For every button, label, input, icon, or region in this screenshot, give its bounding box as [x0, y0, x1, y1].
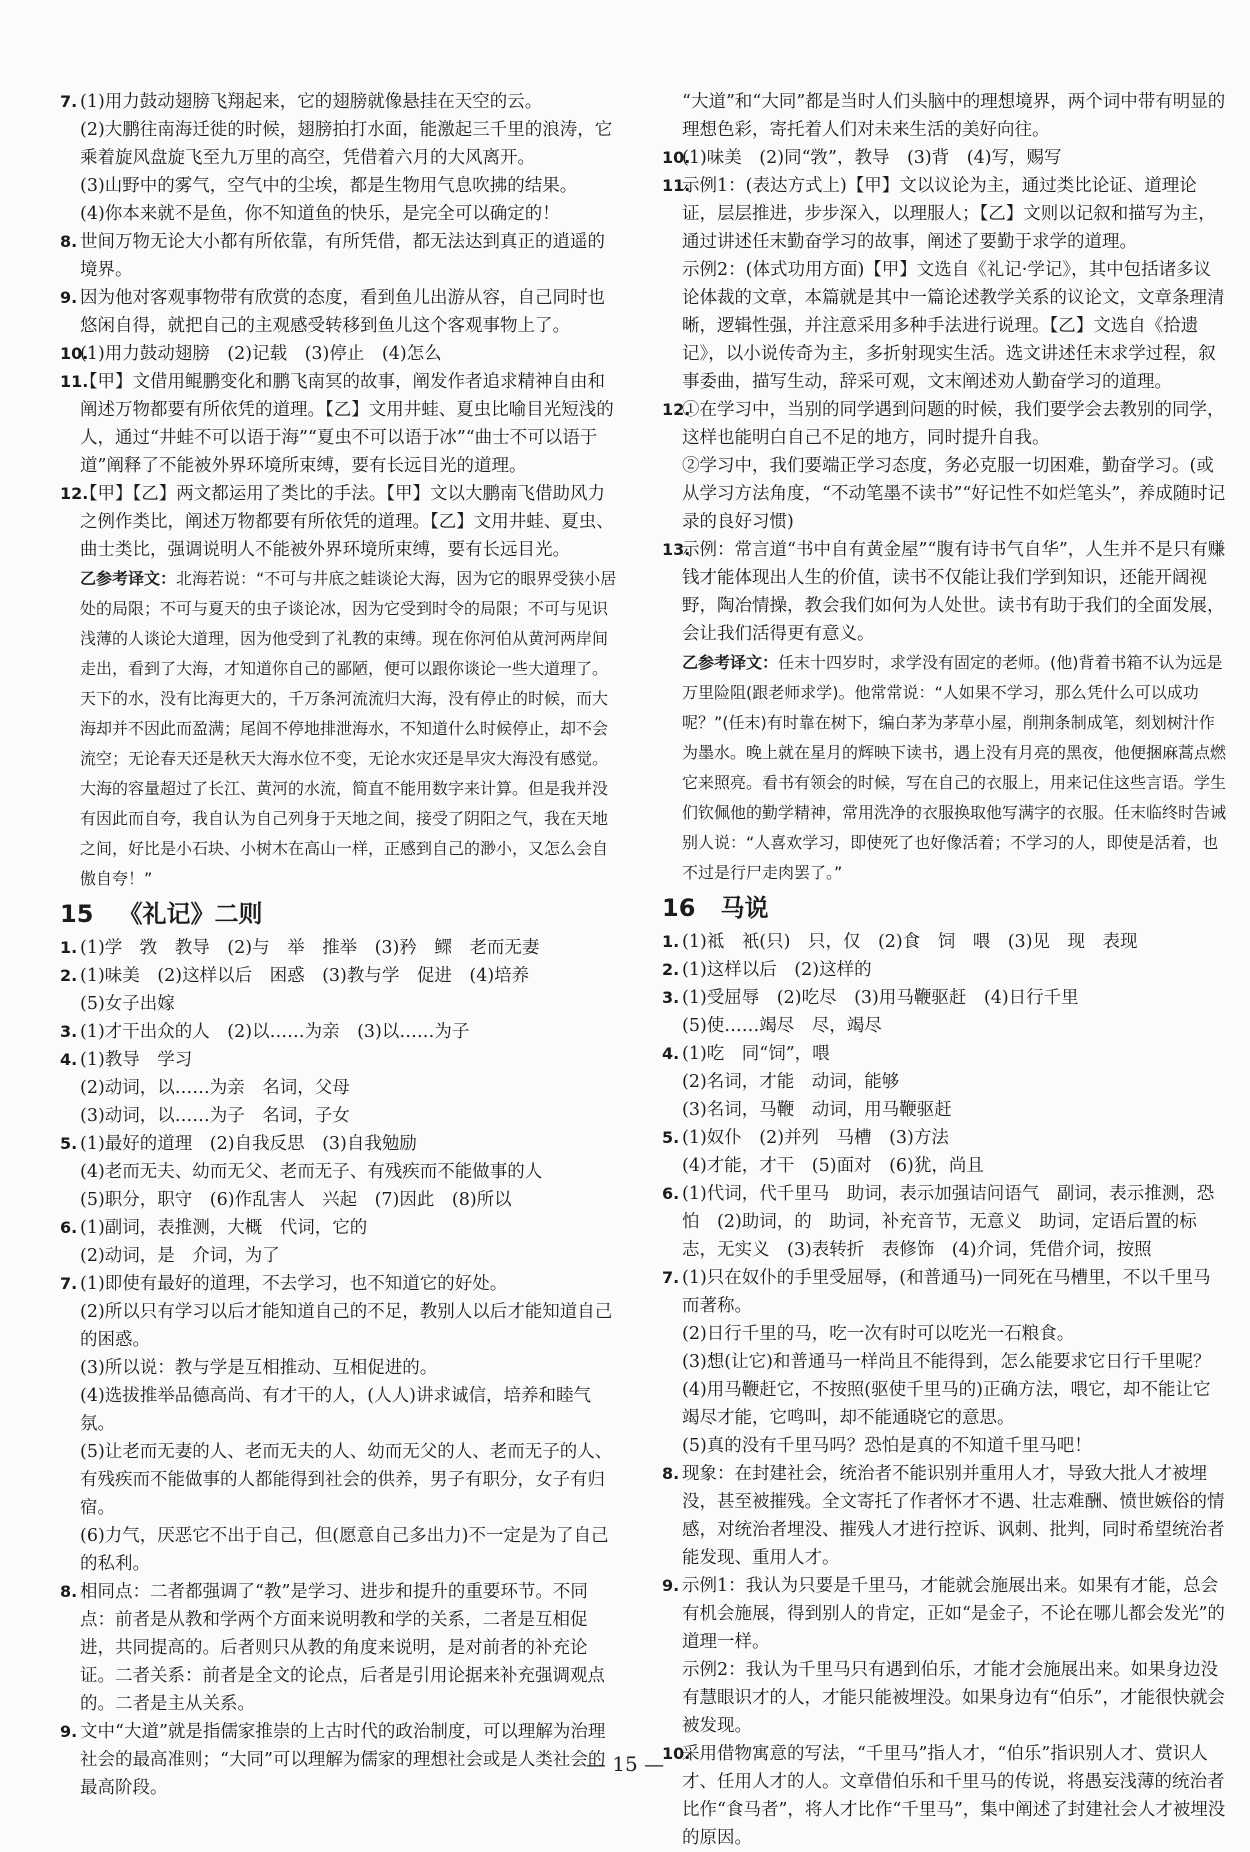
- answer-item: [662, 396, 1227, 536]
- answer-item: [662, 1264, 1227, 1460]
- answer-line: (2)名词，才能 动词，能够: [682, 1072, 900, 1092]
- answer-number: 6.: [60, 1218, 78, 1237]
- answer-number: 7.: [60, 1274, 78, 1293]
- answer-item: [60, 1578, 620, 1718]
- answer-item: [662, 928, 1227, 956]
- answer-line: “大道”和“大同”都是当时人们头脑中的理想境界，两个词中带有明显的理想色彩，寄托着人们对未来生活的美好向往。: [682, 92, 1226, 140]
- answer-item: [60, 368, 620, 480]
- section-heading: [60, 896, 620, 932]
- answer-line: (1)吃 同“饲”，喂: [682, 1044, 830, 1064]
- answer-number: 9.: [60, 288, 78, 307]
- answer-line: (2)所以只有学习以后才能知道自己的不足，教别人以后才能知道自己的困惑。: [80, 1302, 613, 1350]
- answer-line: (4)老而无夫、幼而无父、老而无子、有残疾而不能做事的人: [80, 1162, 543, 1182]
- section-title: 马说: [720, 894, 769, 922]
- answer-number: 10.: [662, 148, 691, 167]
- answer-line: (1)祗 衹(只) 只，仅 (2)食 饲 喂 (3)见 现 表现: [682, 932, 1138, 952]
- answer-line: 示例：常言道“书中自有黄金屋”“腹有诗书气自华”，人生并不是只有赚钱才能体现出人生的价值，读书不仅能让我们学到知识，还能开阔视野，陶冶情操，教会我们如何为人处世。读书有助于我们的全面发展，会让我们活得更有意义。: [682, 540, 1226, 644]
- page-number: — 15 —: [585, 1752, 665, 1776]
- answer-line: (1)用力鼓动翅膀 (2)记载 (3)停止 (4)怎么: [80, 344, 442, 364]
- answer-line: (5)真的没有千里马吗？恐怕是真的不知道千里马吧！: [682, 1436, 1092, 1456]
- answer-line: (1)才干出众的人 (2)以……为亲 (3)以……为子: [80, 1022, 470, 1042]
- answer-item: [60, 1130, 620, 1214]
- section-number: 15: [60, 900, 94, 928]
- answer-line: 文中“大道”就是指儒家推崇的上古时代的政治制度，可以理解为治理社会的最高准则；“大同”可以理解为儒家的理想社会或是人类社会的最高阶段。: [80, 1722, 606, 1798]
- answer-line: (1)代词，代千里马 助词，表示加强诘问语气 副词，表示推测，恐怕 (2)助词，的 助词，补充音节，无意义 助词，定语后置的标志，无实义 (3)表转折 表修饰 (4)介词，凭借介词，按照: [682, 1184, 1215, 1260]
- answer-item: [60, 1214, 620, 1270]
- answer-line: (2)日行千里的马，吃一次有时可以吃光一石粮食。: [682, 1324, 1075, 1344]
- answer-number: 1.: [662, 932, 680, 951]
- answer-line: (1)学 敩 教导 (2)与 举 推举 (3)矜 鳏 老而无妻: [80, 938, 540, 958]
- answer-line: (1)只在奴仆的手里受屈辱，(和普通马)一同死在马槽里，不以千里马而著称。: [682, 1268, 1211, 1316]
- answer-line: 【甲】【乙】两文都运用了类比的手法。【甲】文以大鹏南飞借助风力之例作类比，阐述万物都要有所依凭的道理。【乙】文用井蛙、夏虫、曲士类比，强调说明人不能被外界环境所束缚，要有长远目光。: [80, 484, 614, 560]
- answer-line: (5)使……竭尽 尽，竭尽: [682, 1016, 882, 1036]
- answer-line: (1)用力鼓动翅膀飞翔起来，它的翅膀就像悬挂在天空的云。: [80, 92, 543, 112]
- answer-number: 8.: [662, 1464, 680, 1483]
- answer-number: 8.: [60, 232, 78, 251]
- answer-line: (1)奴仆 (2)并列 马槽 (3)方法: [682, 1128, 949, 1148]
- answer-line: 现象：在封建社会，统治者不能识别并重用人才，导致大批人才被埋没，甚至被摧残。全文寄托了作者怀才不遇、壮志难酬、愤世嫉俗的情感，对统治者埋没、摧残人才进行控诉、讽刺、批判，同时希望统治者能发现、重用人才。: [682, 1464, 1225, 1568]
- answer-line: (1)即使有最好的道理，不去学习，也不知道它的好处。: [80, 1274, 508, 1294]
- answer-number: 4.: [60, 1050, 78, 1069]
- answer-line: (3)名词，马鞭 动词，用马鞭驱赶: [682, 1100, 952, 1120]
- answer-line: 示例2：(体式功用方面)【甲】文选自《礼记·学记》，其中包括诸多议论体裁的文章，本篇就是其中一篇论述教学关系的议论文，文章条理清晰，逻辑性强，并注意采用多种手法进行说理。【乙】文选自《拾遗记》，以小说传奇为主，多折射现实生活。选文讲述任末求学过程，叙事委曲，描写生动，辞采可观，文末阐述劝人勤奋学习的道理。: [682, 260, 1225, 392]
- answer-item: [60, 480, 620, 564]
- answer-number: 4.: [662, 1044, 680, 1063]
- answer-line: (4)你本来就不是鱼，你不知道鱼的快乐，是完全可以确定的！: [80, 204, 560, 224]
- answer-line: 相同点：二者都强调了“教”是学习、进步和提升的重要环节。不同点：前者是从教和学两个方面来说明教和学的关系，二者是互相促进，共同提高的。后者则只从教的角度来说明，是对前者的补充论证。二者关系：前者是全文的论点，后者是引用论据来补充强调观点的。二者是主从关系。: [80, 1582, 605, 1714]
- answer-number: 5.: [662, 1128, 680, 1147]
- answer-item: [662, 1460, 1227, 1572]
- answer-line: (4)选拔推举品德高尚、有才干的人，(人人)讲求诚信，培养和睦气氛。: [80, 1386, 591, 1434]
- answer-number: 7.: [662, 1268, 680, 1287]
- answer-number: 7.: [60, 92, 78, 111]
- translation-label: 乙参考译文：: [682, 653, 779, 672]
- answer-number: 6.: [662, 1184, 680, 1203]
- section-number: 16: [662, 894, 696, 922]
- answer-line: ②学习中，我们要端正学习态度，务必克服一切困难，勤奋学习。(或从学习方法角度，“不动笔墨不读书”“好记性不如烂笔头”，养成随时记录的良好习惯): [682, 456, 1226, 532]
- section-heading: [662, 890, 1227, 926]
- answer-number: 3.: [60, 1022, 78, 1041]
- translation-label: 乙参考译文：: [80, 569, 177, 588]
- answer-item: [662, 172, 1227, 396]
- answer-line: 示例1：(表达方式上)【甲】文以议论为主，通过类比论证、道理论证，层层推进，步步深入，以理服人；【乙】文则以记叙和描写为主，通过讲述任末勤奋学习的故事，阐述了要勤于求学的道理。: [682, 176, 1216, 252]
- answer-number: 11.: [60, 372, 89, 391]
- answer-line: 示例1：我认为只要是千里马，才能就会施展出来。如果有才能，总会有机会施展，得到别人的肯定，正如“是金子，不论在哪儿都会发光”的道理一样。: [682, 1576, 1225, 1652]
- answer-number: 12.: [60, 484, 89, 503]
- reference-translation: [80, 564, 620, 894]
- answer-line: 示例2：我认为千里马只有遇到伯乐，才能才会施展出来。如果身边没有慧眼识才的人，才能只能被埋没。如果身边有“伯乐”，才能很快就会被发现。: [682, 1660, 1225, 1736]
- answer-item: [662, 984, 1227, 1040]
- answer-number: 8.: [60, 1582, 78, 1601]
- answer-line: (5)女子出嫁: [80, 994, 175, 1014]
- answer-item: [60, 284, 620, 340]
- answer-item: [662, 88, 1227, 144]
- answer-item: [60, 1018, 620, 1046]
- answer-line: 世间万物无论大小都有所依靠，有所凭借，都无法达到真正的逍遥的境界。: [80, 232, 605, 280]
- answer-number: 2.: [60, 966, 78, 985]
- left-column: [60, 88, 620, 1802]
- answer-line: 采用借物寓意的写法，“千里马”指人才，“伯乐”指识别人才、赏识人才、任用人才的人。文章借伯乐和千里马的传说，将愚妄浅薄的统治者比作“食马者”，将人才比作“千里马”，集中阐述了封建社会人才被埋没的原因。: [682, 1744, 1226, 1848]
- answer-line: (6)力气，厌恶它不出于自己，但(愿意自己多出力)不一定是为了自己的私利。: [80, 1526, 609, 1574]
- answer-item: [662, 536, 1227, 648]
- answer-number: 9.: [662, 1576, 680, 1595]
- answer-line: (4)才能，才干 (5)面对 (6)犹，尚且: [682, 1156, 984, 1176]
- answer-number: 10.: [60, 344, 89, 363]
- answer-line: (2)动词，以……为亲 名词，父母: [80, 1078, 350, 1098]
- answer-line: (3)山野中的雾气，空气中的尘埃，都是生物用气息吹拂的结果。: [80, 176, 578, 196]
- answer-item: [662, 1572, 1227, 1740]
- answer-item: [60, 340, 620, 368]
- answer-line: (3)动词，以……为子 名词，子女: [80, 1106, 350, 1126]
- answer-item: [60, 88, 620, 228]
- translation-text: 北海若说：“不可与井底之蛙谈论大海，因为它的眼界受狭小居处的局限；不可与夏天的虫子谈论冰，因为它受到时令的局限；不可与见识浅薄的人谈论大道理，因为他受到了礼教的束缚。现在你河伯从黄河两岸间走出，看到了大海，才知道你自己的鄙陋，便可以跟你谈论一些大道理了。天下的水，没有比海更大的，千万条河流流归大海，没有停止的时候，而大海却并不因此而盈满；尾闾不停地排泄海水，不知道什么时候停止，却不会流空；无论春天还是秋天大海水位不变，无论水灾还是旱灾大海没有感觉。大海的容量超过了长江、黄河的水流，简直不能用数字来计算。但是我并没有因此而自夸，我自认为自己列身于天地之间，接受了阴阳之气，我在天地之间，好比是小石块、小树木在高山一样，正感到自己的渺小，又怎么会自傲自夸！”: [80, 569, 617, 888]
- section-title: 《礼记》二则: [118, 900, 263, 928]
- answer-number: 10.: [662, 1744, 691, 1763]
- answer-line: (3)所以说：教与学是互相推动、互相促进的。: [80, 1358, 438, 1378]
- answer-line: (2)大鹏往南海迁徙的时候，翅膀拍打水面，能激起三千里的浪涛，它乘着旋风盘旋飞至九万里的高空，凭借着六月的大风离开。: [80, 120, 613, 168]
- answer-line: (1)最好的道理 (2)自我反思 (3)自我勉励: [80, 1134, 417, 1154]
- answer-line: (1)副词，表推测，大概 代词，它的: [80, 1218, 368, 1238]
- answer-line: (3)想(让它)和普通马一样尚且不能得到，怎么能要求它日行千里呢？: [682, 1352, 1211, 1372]
- answer-number: 1.: [60, 938, 78, 957]
- answer-number: 13.: [662, 540, 691, 559]
- answer-item: [662, 1124, 1227, 1180]
- answer-line: (1)这样以后 (2)这样的: [682, 960, 872, 980]
- answer-number: 12.: [662, 400, 691, 419]
- answer-number: 9.: [60, 1722, 78, 1741]
- answer-number: 3.: [662, 988, 680, 1007]
- answer-item: [662, 1040, 1227, 1124]
- answer-number: 11.: [662, 176, 691, 195]
- answer-line: (5)让老而无妻的人、老而无夫的人、幼而无父的人、老而无子的人、有残疾而不能做事的人都能得到社会的供养，男子有职分，女子有归宿。: [80, 1442, 613, 1518]
- answer-line: (2)动词，是 介词，为了: [80, 1246, 280, 1266]
- answer-line: (1)教导 学习: [80, 1050, 193, 1070]
- reference-translation: [682, 648, 1227, 888]
- answer-item: [662, 956, 1227, 984]
- answer-item: [60, 1046, 620, 1130]
- answer-line: 因为他对客观事物带有欣赏的态度，看到鱼儿出游从容，自己同时也悠闲自得，就把自己的主观感受转移到鱼儿这个客观事物上了。: [80, 288, 605, 336]
- answer-item: [662, 1180, 1227, 1264]
- answer-line: ①在学习中，当别的同学遇到问题的时候，我们要学会去教别的同学，这样也能明白自己不足的地方，同时提升自我。: [682, 400, 1225, 448]
- answer-item: [60, 934, 620, 962]
- answer-item: [60, 228, 620, 284]
- answer-line: (1)味美 (2)同“敩”，教导 (3)背 (4)写，赐写: [682, 148, 1062, 168]
- answer-line: (5)职分，职守 (6)作乱害人 兴起 (7)因此 (8)所以: [80, 1190, 512, 1210]
- translation-text: 任末十四岁时，求学没有固定的老师。(他)背着书箱不认为远是万里险阻(跟老师求学)。他常常说：“人如果不学习，那么凭什么可以成功呢？”(任末)有时靠在树下，编白茅为茅草小屋，削荆条制成笔，刻划树汁作为墨水。晚上就在星月的辉映下读书，遇上没有月亮的黑夜，他便捆麻蒿点燃它来照亮。看书有领会的时候，写在自己的衣服上，用来记住这些言语。学生们钦佩他的勤学精神，常用洗净的衣服换取他写满字的衣服。任末临终时告诫别人说：“人喜欢学习，即使死了也好像活着；不学习的人，即使是活着，也不过是行尸走肉罢了。”: [682, 653, 1227, 882]
- answer-number: 2.: [662, 960, 680, 979]
- right-column: [662, 88, 1227, 1852]
- answer-item: [60, 1270, 620, 1578]
- answer-line: (4)用马鞭赶它，不按照(驱使千里马的)正确方法，喂它，却不能让它竭尽才能，它鸣叫，却不能通晓它的意思。: [682, 1380, 1211, 1428]
- answer-line: (1)味美 (2)这样以后 困惑 (3)教与学 促进 (4)培养: [80, 966, 530, 986]
- answer-item: [60, 962, 620, 1018]
- answer-number: 5.: [60, 1134, 78, 1153]
- answer-line: (1)受屈辱 (2)吃尽 (3)用马鞭驱赶 (4)日行千里: [682, 988, 1079, 1008]
- answer-line: 【甲】文借用鲲鹏变化和鹏飞南冥的故事，阐发作者追求精神自由和阐述万物都要有所依凭的道理。【乙】文用井蛙、夏虫比喻目光短浅的人，通过“井蛙不可以语于海”“夏虫不可以语于冰”“曲士不可以语于道”阐释了不能被外界环境所束缚，要有长远目光的道理。: [80, 372, 614, 476]
- answer-item: [662, 144, 1227, 172]
